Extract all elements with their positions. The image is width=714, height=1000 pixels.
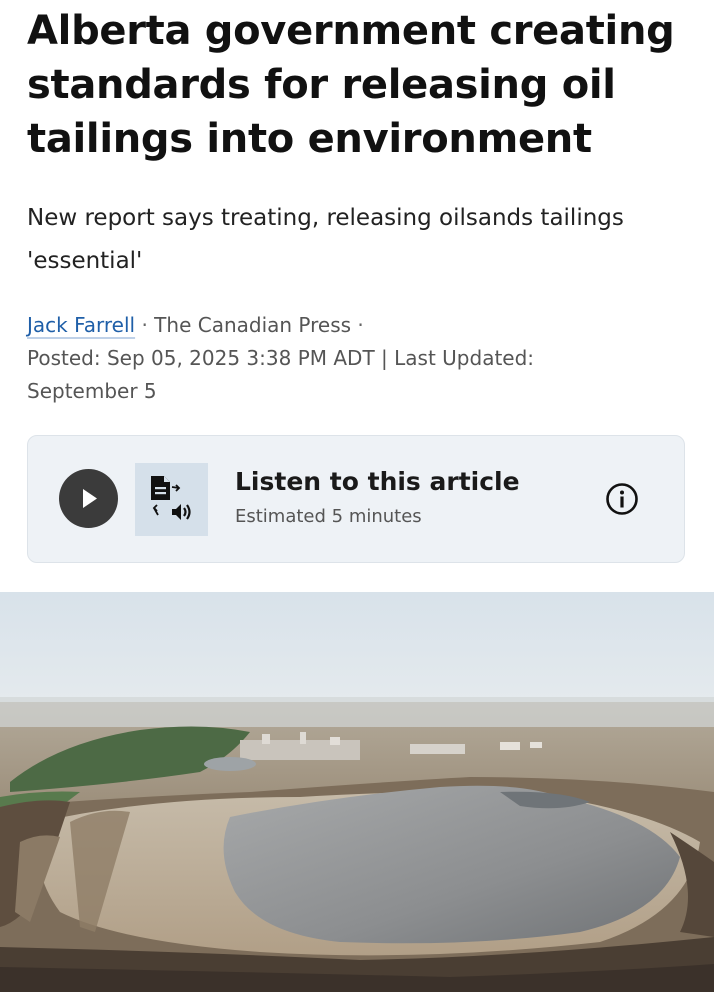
byline-separator: · [141,313,148,337]
article-deck: New report says treating, releasing oilsands tailings 'essential' [27,205,624,274]
listen-duration: Estimated 5 minutes [235,506,422,527]
updated-label: Last Updated: [394,346,535,370]
text-to-speech-icon-box [135,463,208,536]
listen-to-article-card [27,435,685,563]
info-button[interactable] [605,482,639,516]
text-to-speech-icon [135,463,208,536]
byline-separator-2: · [357,313,364,337]
posted-date: Sep 05, 2025 3:38 PM ADT [106,346,375,370]
article-headline: Alberta government creating standards for releasing oil tailings into environment [27,8,675,162]
play-icon [59,469,118,528]
updated-date: September 5 [27,379,157,403]
article-photo [0,592,714,992]
byline-outlet: The Canadian Press [154,313,352,337]
info-icon [605,482,639,516]
posted-label: Posted: [27,346,101,370]
byline-divider: | [381,346,388,370]
article-byline [27,309,687,408]
author-link[interactable]: Jack Farrell [27,313,136,337]
listen-title: Listen to this article [235,467,520,496]
aerial-tailings-pond-photo [0,592,714,992]
play-button[interactable] [59,469,118,528]
